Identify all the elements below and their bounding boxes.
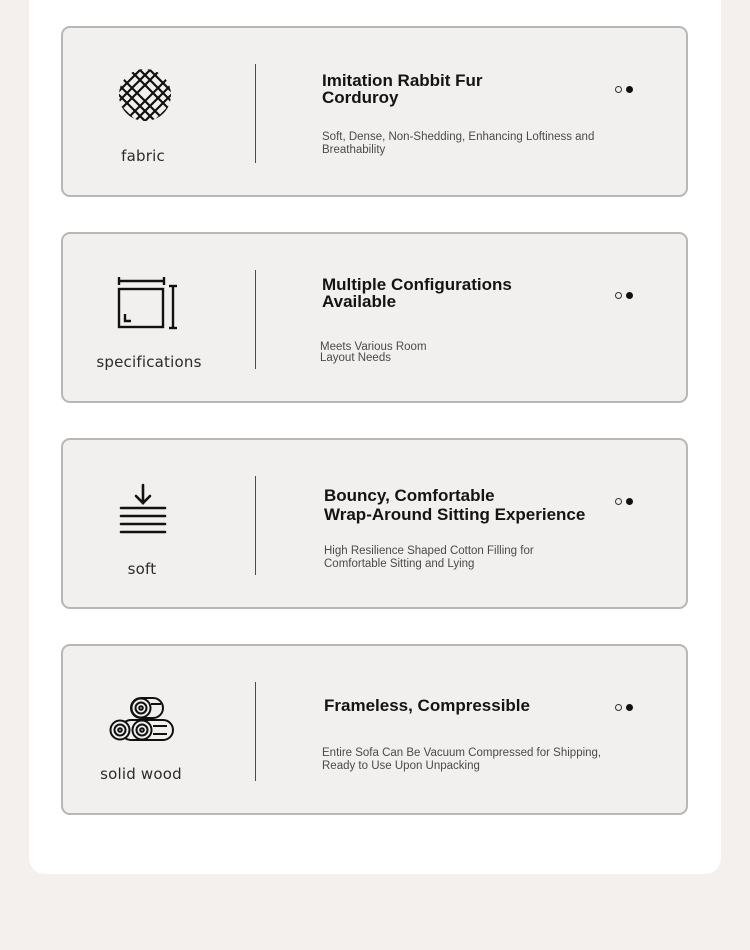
pagination-dots <box>615 84 639 94</box>
feature-title: Bouncy, Comfortable Wrap-Around Sitting Experience <box>324 486 586 524</box>
feature-description: High Resilience Shaped Cotton Filling for Comfortable Sitting and Lying <box>324 545 534 570</box>
dot-inactive <box>615 704 622 711</box>
feature-title: Multiple Configurations Available <box>322 275 512 311</box>
feature-label: specifications <box>96 353 202 371</box>
pagination-dots <box>615 496 639 506</box>
pagination-dots <box>615 702 639 712</box>
woven-fabric-icon <box>117 67 173 123</box>
feature-title: Imitation Rabbit Fur Corduroy <box>322 71 483 107</box>
icon-container <box>82 684 202 754</box>
feature-description: Entire Sofa Can Be Vacuum Compressed for Shipping, Ready to Use Upon Unpacking <box>322 747 602 772</box>
icon-container <box>87 268 207 338</box>
feature-label: fabric <box>121 147 165 165</box>
divider <box>255 64 256 163</box>
feature-description: Meets Various Room Layout Needs <box>320 341 427 364</box>
feature-label: solid wood <box>100 765 182 783</box>
feature-title: Frameless, Compressible <box>324 696 530 715</box>
dot-inactive <box>615 292 622 299</box>
divider <box>255 270 256 369</box>
divider <box>255 682 256 781</box>
icon-container <box>85 60 205 130</box>
dot-active <box>626 86 633 93</box>
features-panel <box>29 0 721 874</box>
feature-card-soft <box>61 438 688 609</box>
feature-label: soft <box>127 560 157 578</box>
wood-logs-icon <box>109 696 175 742</box>
feature-card-solid-wood <box>61 644 688 815</box>
feature-card-specifications <box>61 232 688 403</box>
dot-active <box>626 292 633 299</box>
feature-card-fabric <box>61 26 688 197</box>
compress-layers-icon <box>118 483 168 539</box>
icon-container <box>83 476 203 546</box>
dot-inactive <box>615 498 622 505</box>
pagination-dots <box>615 290 639 300</box>
dot-inactive <box>615 86 622 93</box>
dot-active <box>626 498 633 505</box>
dot-active <box>626 704 633 711</box>
feature-description: Soft, Dense, Non-Shedding, Enhancing Loftiness and Breathability <box>322 131 595 156</box>
divider <box>255 476 256 575</box>
dimensions-icon <box>116 276 178 330</box>
